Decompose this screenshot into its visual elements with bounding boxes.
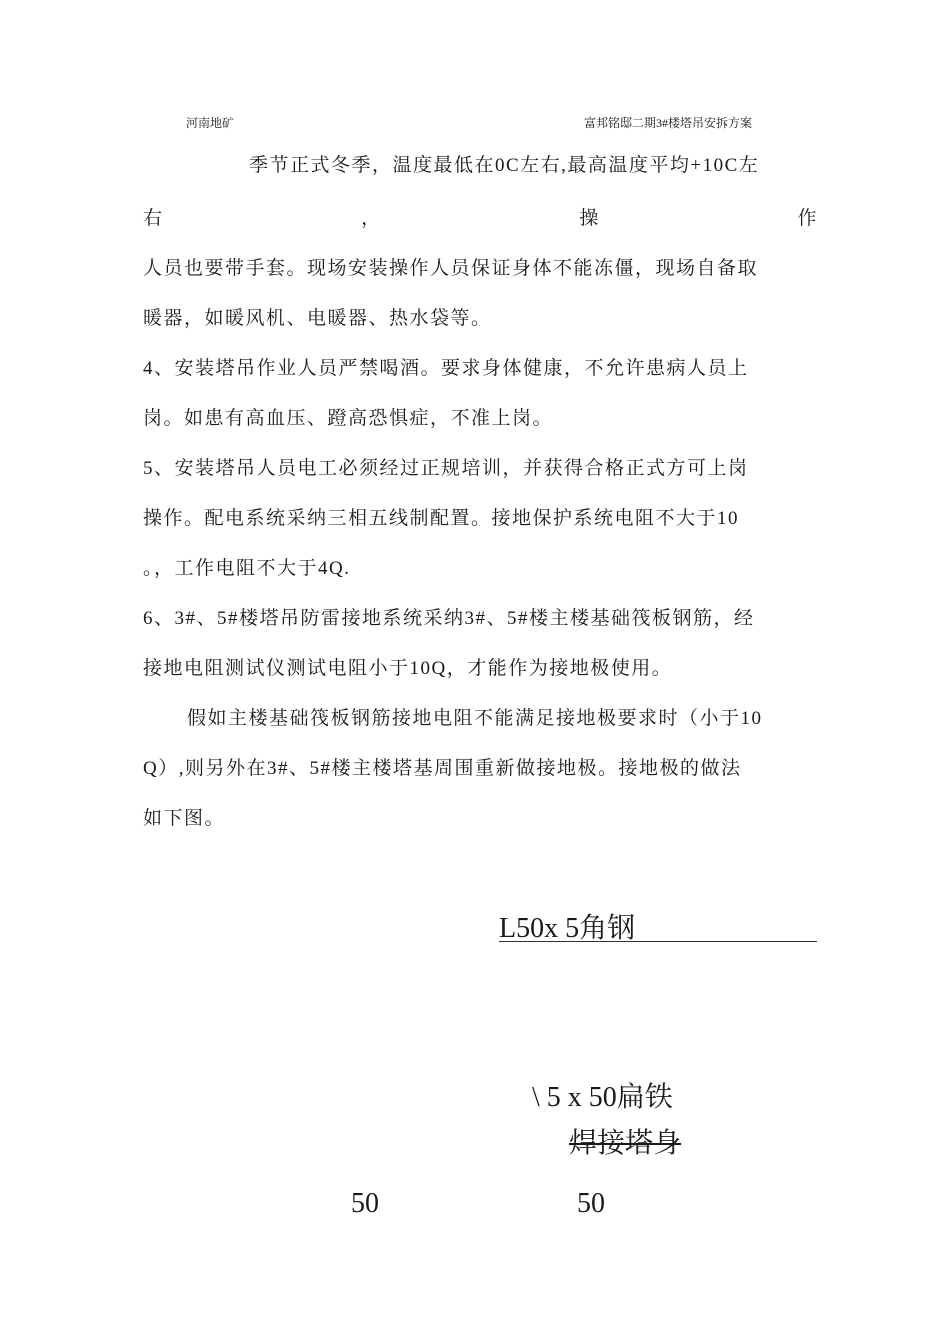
body-line-10: 6、3#、5#楼塔吊防雷接地系统采纳3#、5#楼主楼基础筏板钢筋，经 [143, 608, 755, 629]
body-word: 操 [579, 208, 600, 229]
body-line-14: 如下图。 [143, 808, 226, 829]
body-word: ， [361, 208, 382, 229]
figure-angle-rule [499, 941, 817, 942]
body-line-2 [143, 203, 818, 230]
body-line-4: 暖器，如暖风机、电暖器、热水袋等。 [143, 308, 492, 329]
body-word: 右 [143, 208, 164, 229]
figure-angle-label: L50x 5角钢 [499, 913, 636, 944]
body-line-5: 4、安装塔吊作业人员严禁喝酒。要求身体健康，不允许患病人员上 [143, 358, 749, 379]
figure-weld-label: 焊接塔身 [569, 1128, 682, 1159]
body-line-9: 。，工作电阻不大于4Q. [143, 558, 351, 579]
header-left: 河南地矿 [186, 116, 235, 130]
figure-dim-right: 50 [577, 1188, 605, 1219]
header-right: 富邦铭邸二期3#楼塔吊安拆方案 [584, 116, 753, 130]
body-line-12: 假如主楼基础筏板钢筋接地电阻不能满足接地极要求时（小于10 [187, 708, 763, 729]
figure-flat-label: \ 5 x 50扁铁 [532, 1082, 673, 1113]
body-line-13: Q）,则另外在3#、5#楼主楼塔基周围重新做接地极。接地极的做法 [143, 758, 742, 779]
body-line-7: 5、安装塔吊人员电工必须经过正规培训，并获得合格正式方可上岗 [143, 458, 749, 479]
figure-dim-left: 50 [351, 1188, 379, 1219]
body-line-11: 接地电阻测试仪测试电阻小于10Q，才能作为接地极使用。 [143, 658, 673, 679]
body-word: 作 [797, 208, 818, 229]
body-line-8: 操作。配电系统采纳三相五线制配置。接地保护系统电阻不大于10 [143, 508, 740, 529]
body-line-6: 岗。如患有高血压、蹬高恐惧症，不准上岗。 [143, 408, 554, 429]
body-line-3: 人员也要带手套。现场安装操作人员保证身体不能冻僵，现场自备取 [143, 258, 759, 279]
body-line-1: 季节正式冬季，温度最低在0C左右,最高温度平均+10C左 [249, 155, 760, 176]
